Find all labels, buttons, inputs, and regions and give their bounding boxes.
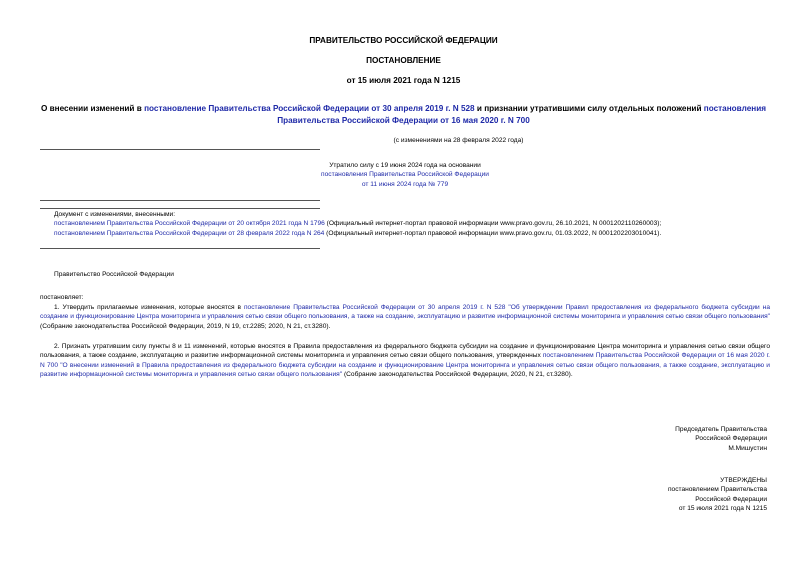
changes-item-text: (Официальный интернет-портал правовой информации www.pravo.gov.ru, 01.03.2022, N 0001202203010041).: [324, 229, 662, 237]
divider: [40, 149, 320, 150]
paragraph-1-link[interactable]: постановление Правительства Российской Федерации от 30 апреля 2019 г. N 528 "Об утверждении Правил предоставления из федерального бюджета субсидии на создание и функционирование Центра мониторинга и управления сетью связи общего пользования, а также на создание, эксплуатацию и развитие информационной системы мониторинга и управления сетью связи общего пользования": [40, 304, 770, 321]
paragraph-1-text-end: (Собрание законодательства Российской Федерации, 2019, N 19, ст.2285; 2020, N 21, ст.3280).: [40, 322, 331, 330]
doc-date-number: от 15 июля 2021 года N 1215: [346, 76, 461, 85]
divider: [40, 208, 320, 209]
signature-block: [560, 425, 767, 453]
approved-block: [560, 476, 767, 514]
doc-type-heading: ПОСТАНОВЛЕНИЕ: [366, 56, 441, 65]
government-label: Правительство Российской Федерации: [54, 271, 174, 278]
lost-force-link[interactable]: постановления Правительства Российской Федерации: [321, 171, 489, 179]
paragraph-2-text: 2. Признать утратившим силу пункты 8 и 11 изменений, которые вносятся в Правила предоставления из федерального бюджета субсидии на создание и функционирование Центра мониторинга и управления сетью связи общего пользования, а также создание, эксплуатацию и развитие информационной системы мониторинга и управления сетью связи общего пользования, утвержденных: [40, 343, 770, 360]
paragraph-2-link[interactable]: постановлением Правительства Российской Федерации от 16 мая 2020 г. N 700 "О внесении изменений в Правила предоставления из федерального бюджета субсидии на создание и функционирование Центра мониторинга и управления сетью связи общего пользования, а также создание, эксплуатацию и развитие информационной системы мониторинга и управления сетью связи общего пользования": [40, 352, 771, 379]
changes-link-1796[interactable]: постановлением Правительства Российской Федерации от 20 октября 2021 года N 1796: [54, 220, 325, 228]
authority-heading: ПРАВИТЕЛЬСТВО РОССИЙСКОЙ ФЕДЕРАЦИИ: [309, 36, 498, 45]
approved-country: Российской Федерации: [695, 495, 767, 503]
title-middle: и признании утратившими силу отдельных положений: [474, 104, 704, 113]
paragraph-2-text-end: (Собрание законодательства Российской Федерации, 2020, N 21, ст.3280).: [342, 371, 573, 379]
document-title: [40, 103, 767, 127]
changes-item-text: (Официальный интернет-портал правовой информации www.pravo.gov.ru, 26.10.2021, N 0001202110260003);: [324, 220, 662, 228]
amendment-note: (с изменениями на 28 февраля 2022 года): [393, 137, 524, 144]
signature-position: Председатель Правительства: [675, 426, 767, 433]
paragraph-2: [40, 342, 770, 380]
lost-force-block: [300, 161, 510, 189]
title-link-528[interactable]: постановление Правительства Российской Федерации от 30 апреля 2019 г. N 528: [144, 104, 475, 113]
title-prefix: О внесении изменений в: [40, 104, 145, 113]
divider: [40, 248, 320, 249]
paragraph-1-text: 1. Утвердить прилагаемые изменения, которые вносятся в: [54, 304, 244, 311]
signature-country: Российской Федерации: [695, 435, 767, 443]
approved-by: постановлением Правительства: [667, 486, 767, 494]
changes-item: [54, 219, 774, 228]
changes-heading: Документ с изменениями, внесенными:: [54, 211, 176, 218]
paragraph-1: [40, 303, 770, 331]
divider: [40, 200, 320, 201]
approved-heading: УТВЕРЖДЕНЫ: [720, 477, 767, 484]
approved-date: от 15 июля 2021 года N 1215: [678, 505, 767, 513]
signature-name: М.Мишустин: [728, 444, 767, 452]
changes-block: [54, 210, 774, 238]
title-link-700[interactable]: постановления Правительства Российской Федерации от 16 мая 2020 г. N 700: [277, 104, 767, 125]
lost-force-link-date[interactable]: от 11 июня 2024 года № 779: [361, 180, 449, 188]
lost-force-line: Утратило силу с 19 июня 2024 года на основании: [329, 162, 481, 169]
resolves-label: постановляет:: [40, 294, 84, 301]
changes-link-264[interactable]: постановлением Правительства Российской Федерации от 28 февраля 2022 года N 264: [54, 229, 325, 237]
changes-item: [54, 229, 774, 238]
